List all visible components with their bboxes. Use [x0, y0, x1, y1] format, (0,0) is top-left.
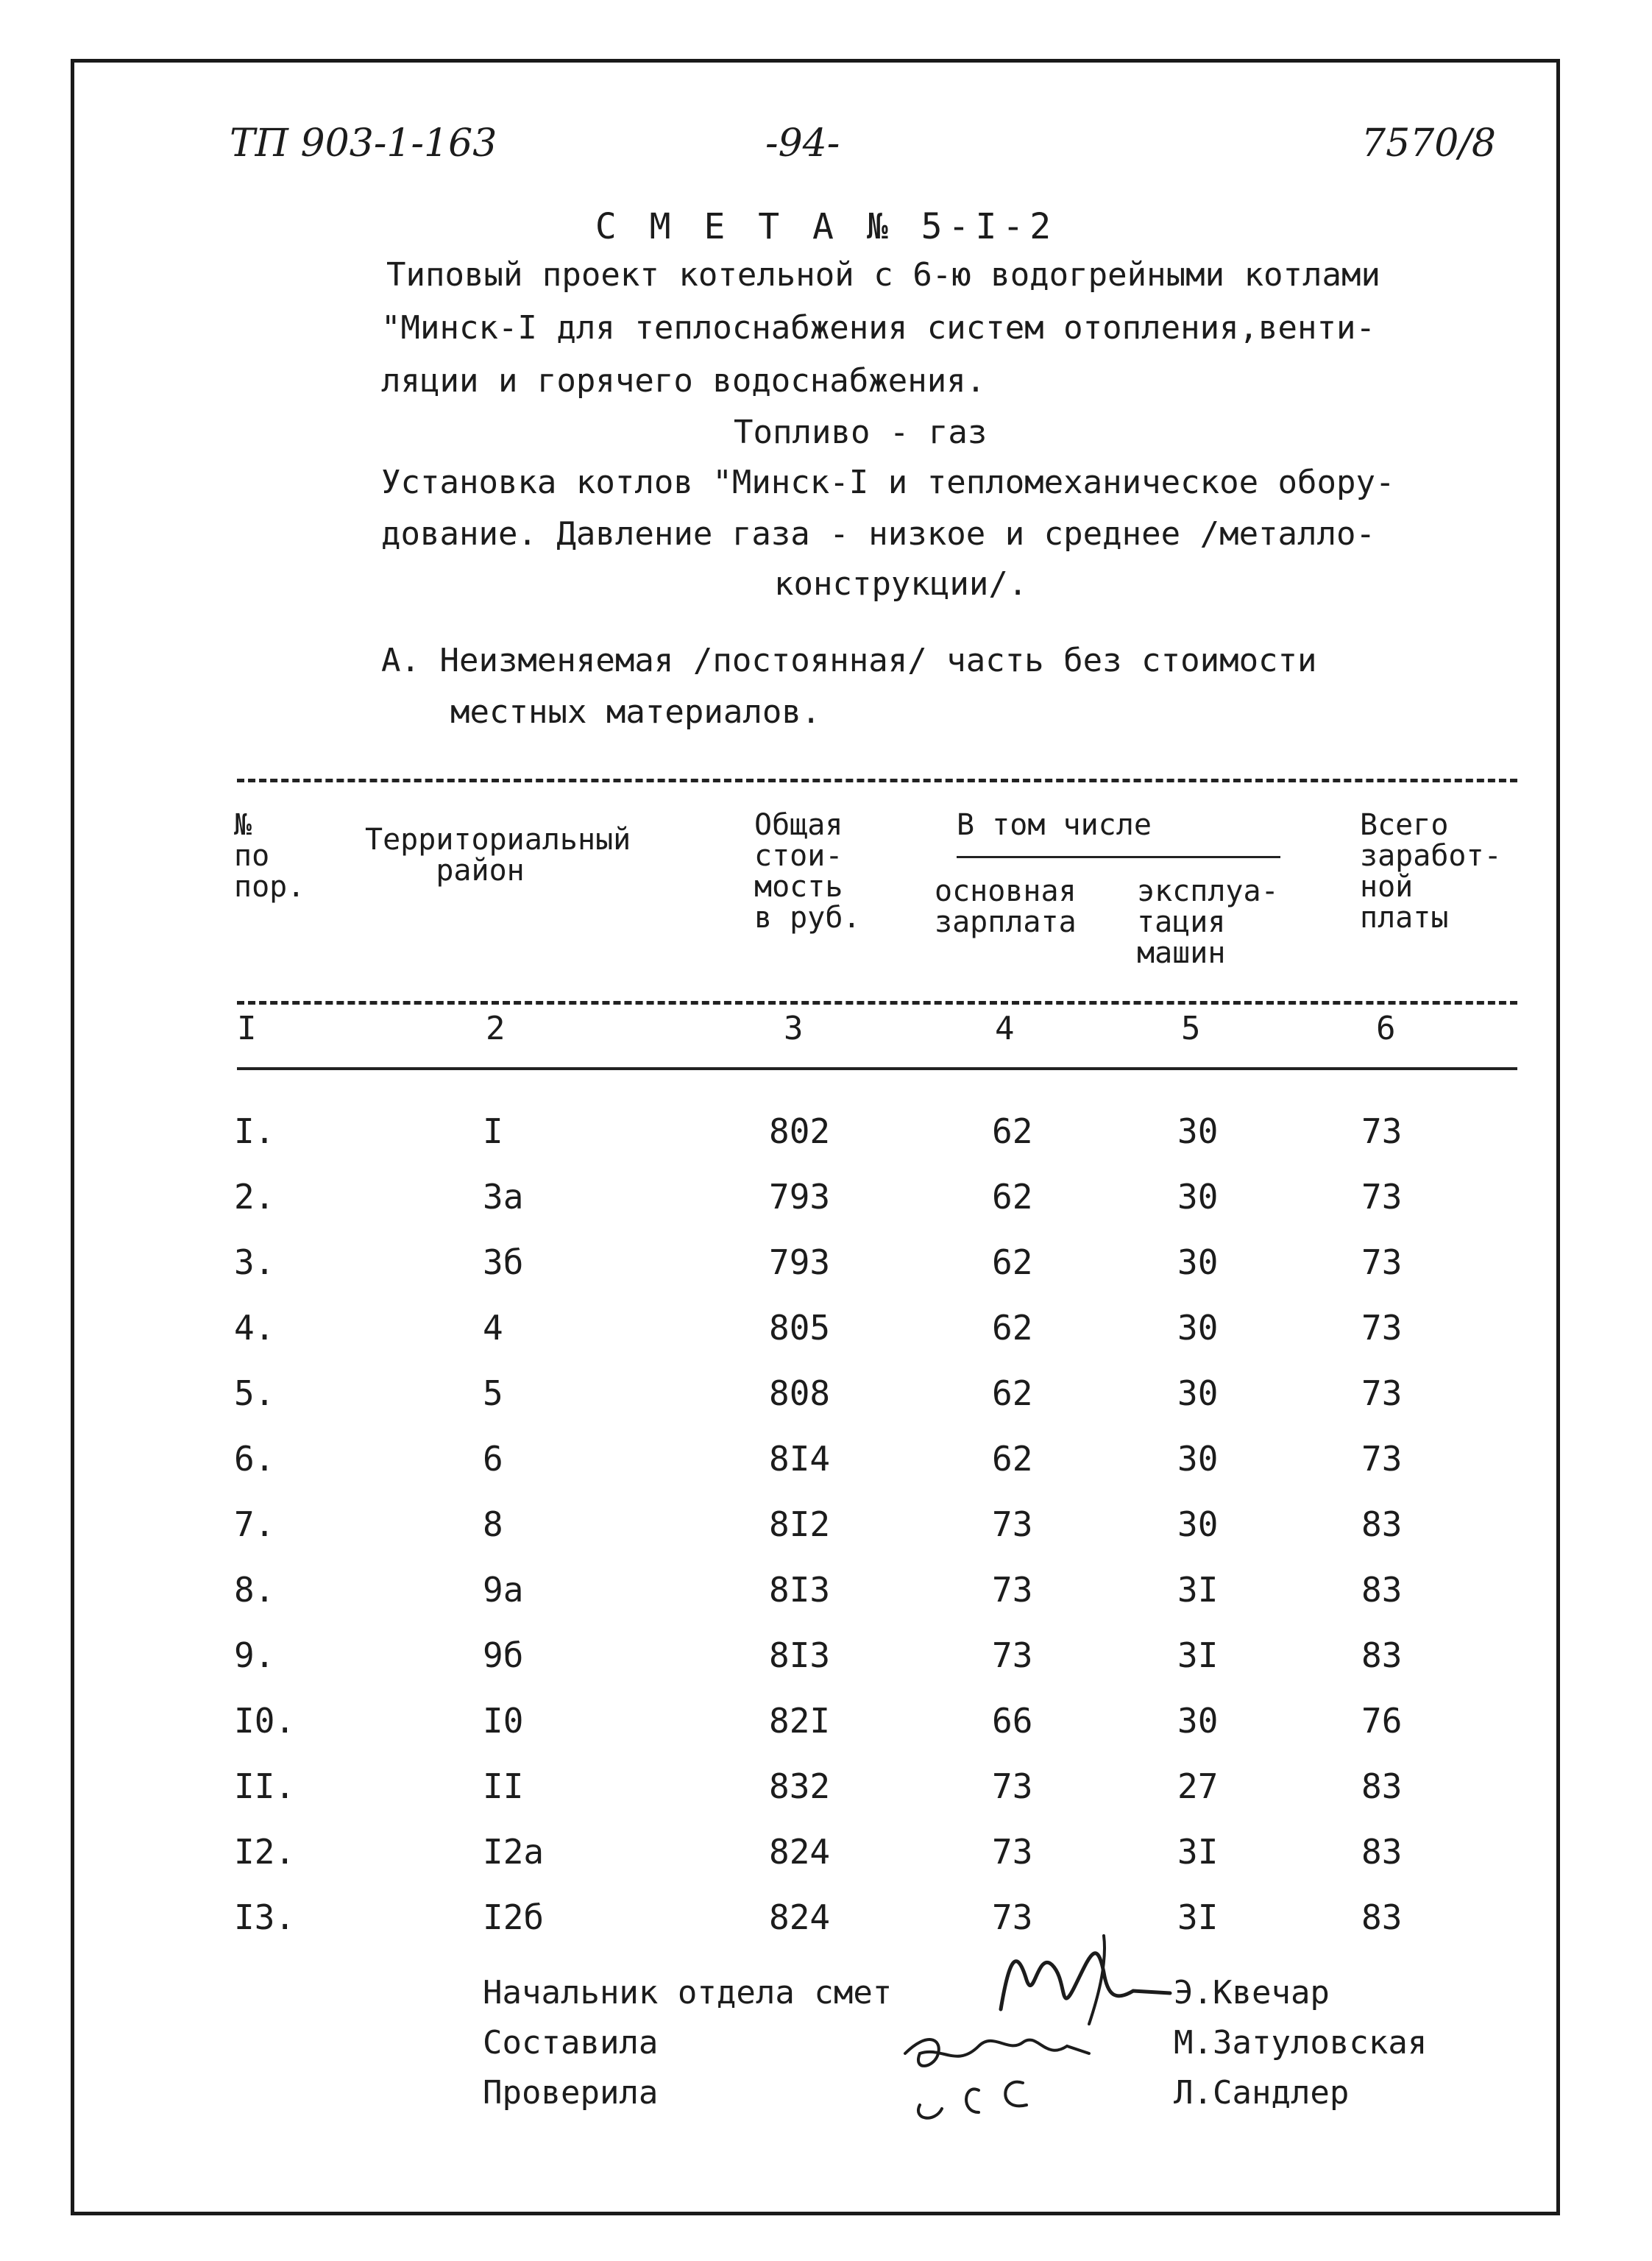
cell-total-cost: 805: [769, 1308, 831, 1348]
table-row: [0, 1897, 1652, 1956]
cell-machine-operation: 30: [1177, 1177, 1219, 1217]
cell-row-number: 8.: [234, 1570, 275, 1610]
cell-machine-operation: 30: [1177, 1242, 1219, 1282]
cell-district: II: [483, 1766, 524, 1806]
table-row: [0, 1766, 1652, 1825]
cell-base-salary: 73: [992, 1766, 1033, 1806]
cell-district: 9б: [483, 1635, 524, 1675]
table-row: [0, 1308, 1652, 1367]
cell-district: 9а: [483, 1570, 524, 1610]
signature-role: Проверила: [483, 2074, 659, 2112]
handwritten-signature: [898, 2002, 1119, 2127]
installation-line: конструкции/.: [774, 565, 1028, 603]
cell-base-salary: 73: [992, 1635, 1033, 1675]
cell-total-wages: 83: [1361, 1504, 1403, 1544]
table-row: [0, 1832, 1652, 1891]
cell-machine-operation: 3I: [1177, 1897, 1219, 1937]
cell-total-cost: 793: [769, 1177, 831, 1217]
cell-base-salary: 73: [992, 1897, 1033, 1937]
cell-total-wages: 73: [1361, 1111, 1403, 1151]
signature-role: Составила: [483, 2024, 659, 2062]
group-header-underline: [957, 856, 1280, 858]
table-row: [0, 1439, 1652, 1498]
header-total-wages: Всего заработ- ной платы: [1360, 808, 1502, 935]
cell-machine-operation: 3I: [1177, 1832, 1219, 1872]
cell-total-cost: 8I3: [769, 1570, 831, 1610]
column-number: 4: [995, 1010, 1015, 1047]
header-including-group: В том числе: [957, 808, 1152, 842]
cell-district: I2а: [483, 1832, 545, 1872]
cell-total-wages: 83: [1361, 1570, 1403, 1610]
cell-total-wages: 83: [1361, 1832, 1403, 1872]
table-row: [0, 1373, 1652, 1432]
cell-total-cost: 824: [769, 1832, 831, 1872]
installation-line: Установка котлов "Минск-I и тепломеханическое обору-: [381, 464, 1395, 501]
table-row: [0, 1570, 1652, 1629]
cell-total-wages: 73: [1361, 1177, 1403, 1217]
cell-total-cost: 8I3: [769, 1635, 831, 1675]
signature-name: Э.Квечар: [1174, 1974, 1330, 2011]
cell-district: I0: [483, 1701, 524, 1741]
installation-line: дование. Давление газа - низкое и среднее /металло-: [381, 515, 1376, 553]
description-line: ляции и горячего водоснабжения.: [381, 362, 986, 400]
header-base-salary: основная зарплата: [935, 874, 1077, 939]
column-number: 5: [1181, 1010, 1201, 1047]
cell-row-number: 3.: [234, 1242, 275, 1282]
signature-role: Начальник отдела смет: [483, 1974, 893, 2011]
cell-total-cost: 82I: [769, 1701, 831, 1741]
table-row: [0, 1111, 1652, 1170]
cell-row-number: I2.: [234, 1832, 296, 1872]
cell-row-number: 4.: [234, 1308, 275, 1348]
description-line: "Минск-I для теплоснабжения систем отопления,венти-: [381, 309, 1376, 347]
table-top-rule: [237, 779, 1517, 782]
header-bottom-rule: [237, 1001, 1517, 1005]
cell-base-salary: 73: [992, 1504, 1033, 1544]
table-row: [0, 1635, 1652, 1694]
cell-total-cost: 832: [769, 1766, 831, 1806]
header-machine-operation: эксплуа- тация машин: [1137, 874, 1279, 970]
header-total-cost: Общая стои- мость в руб.: [754, 808, 861, 935]
cell-row-number: 2.: [234, 1177, 275, 1217]
description-line: Типовый проект котельной с 6-ю водогрейными котлами: [386, 256, 1381, 294]
cell-total-wages: 73: [1361, 1308, 1403, 1348]
cell-base-salary: 62: [992, 1439, 1033, 1479]
cell-machine-operation: 30: [1177, 1111, 1219, 1151]
cell-base-salary: 62: [992, 1177, 1033, 1217]
section-line: А. Неизменяемая /постоянная/ часть без стоимости: [381, 642, 1317, 679]
cell-base-salary: 62: [992, 1242, 1033, 1282]
cell-machine-operation: 3I: [1177, 1570, 1219, 1610]
cell-machine-operation: 30: [1177, 1439, 1219, 1479]
signature-name: Л.Сандлер: [1174, 2074, 1350, 2112]
cell-machine-operation: 30: [1177, 1701, 1219, 1741]
cell-base-salary: 66: [992, 1701, 1033, 1741]
cell-total-wages: 83: [1361, 1766, 1403, 1806]
column-number: 3: [784, 1010, 804, 1047]
cell-machine-operation: 30: [1177, 1373, 1219, 1413]
cell-district: 3а: [483, 1177, 524, 1217]
sheet-code: 7570/8: [1361, 121, 1496, 166]
table-row: [0, 1242, 1652, 1301]
cell-row-number: 6.: [234, 1439, 275, 1479]
cell-district: 8: [483, 1504, 503, 1544]
cell-total-wages: 73: [1361, 1373, 1403, 1413]
column-number: 6: [1376, 1010, 1396, 1047]
section-line: местных материалов.: [450, 693, 821, 731]
cell-total-wages: 83: [1361, 1897, 1403, 1937]
cell-row-number: 5.: [234, 1373, 275, 1413]
cell-row-number: I0.: [234, 1701, 296, 1741]
cell-machine-operation: 3I: [1177, 1635, 1219, 1675]
cell-total-cost: 8I4: [769, 1439, 831, 1479]
cell-base-salary: 62: [992, 1373, 1033, 1413]
cell-row-number: 9.: [234, 1635, 275, 1675]
cell-row-number: I.: [234, 1111, 275, 1151]
cell-total-cost: 8I2: [769, 1504, 831, 1544]
cell-district: 3б: [483, 1242, 524, 1282]
table-row: [0, 1504, 1652, 1563]
document-title: С М Е Т А № 5-I-2: [595, 206, 1057, 247]
cell-total-wages: 76: [1361, 1701, 1403, 1741]
cell-total-wages: 73: [1361, 1242, 1403, 1282]
cell-total-cost: 824: [769, 1897, 831, 1937]
table-row: [0, 1701, 1652, 1760]
cell-total-wages: 73: [1361, 1439, 1403, 1479]
cell-row-number: I3.: [234, 1897, 296, 1937]
cell-district: 4: [483, 1308, 503, 1348]
cell-district: I2б: [483, 1897, 545, 1937]
cell-machine-operation: 30: [1177, 1308, 1219, 1348]
project-code: ТП 903-1-163: [230, 121, 497, 166]
cell-total-cost: 808: [769, 1373, 831, 1413]
cell-base-salary: 73: [992, 1832, 1033, 1872]
fuel-line: Топливо - газ: [734, 414, 988, 451]
cell-base-salary: 73: [992, 1570, 1033, 1610]
cell-base-salary: 62: [992, 1308, 1033, 1348]
cell-district: 6: [483, 1439, 503, 1479]
page-number: -94-: [765, 121, 840, 166]
column-numbers-rule: [237, 1067, 1517, 1070]
cell-machine-operation: 30: [1177, 1504, 1219, 1544]
cell-district: I: [483, 1111, 503, 1151]
cell-base-salary: 62: [992, 1111, 1033, 1151]
cell-total-wages: 83: [1361, 1635, 1403, 1675]
header-territorial-district: Территориальный район: [365, 823, 631, 888]
cell-total-cost: 802: [769, 1111, 831, 1151]
signature-name: М.Затуловская: [1174, 2024, 1428, 2062]
cell-machine-operation: 27: [1177, 1766, 1219, 1806]
table-row: [0, 1177, 1652, 1236]
cell-row-number: 7.: [234, 1504, 275, 1544]
column-number: 2: [486, 1010, 506, 1047]
column-number: I: [237, 1010, 257, 1047]
cell-row-number: II.: [234, 1766, 296, 1806]
cell-district: 5: [483, 1373, 503, 1413]
header-row-number: № по пор.: [234, 808, 305, 904]
cell-total-cost: 793: [769, 1242, 831, 1282]
